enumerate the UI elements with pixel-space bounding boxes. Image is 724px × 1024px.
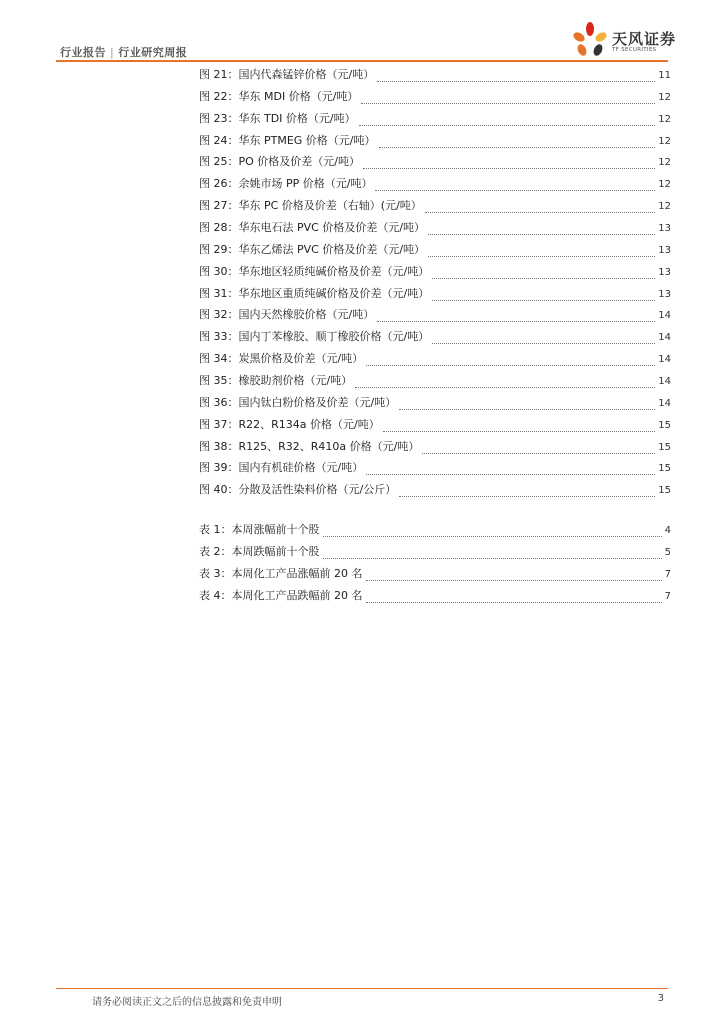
toc-figure-entry[interactable] [199,88,671,110]
toc-figure-entry[interactable] [199,241,671,263]
toc-entry-label: 图 27：华东 PC 价格及价差（右轴）(元/吨） [199,199,422,213]
dot-leader [399,408,655,410]
dot-leader [432,277,655,279]
toc-figure-entry[interactable] [199,263,671,285]
company-logo [570,20,680,60]
toc-entry-label: 图 35：橡胶助剂价格（元/吨） [199,374,353,388]
toc-entry-page: 13 [658,244,671,256]
dot-leader [361,102,655,104]
dot-leader [432,342,655,344]
toc-entry-page: 4 [664,525,671,536]
header-separator: | [110,46,115,59]
toc-entry-page: 12 [658,91,671,103]
toc-entry-label: 图 22：华东 MDI 价格（元/吨） [199,89,359,103]
report-header [60,44,187,60]
toc-entry-page: 12 [658,179,671,191]
dot-leader [379,146,656,148]
flower-logo-icon [570,20,610,60]
toc-entry-label: 图 26：余姚市场 PP 价格（元/吨） [199,177,373,191]
dot-leader [383,430,656,432]
toc-entry-label: 图 25：PO 价格及价差（元/吨） [199,155,360,169]
page-number: 3 [657,993,664,1004]
figure-index [199,66,671,503]
toc-figure-entry[interactable] [199,350,671,372]
toc-entry-page: 14 [658,310,671,322]
toc-entry-page: 12 [658,201,671,213]
toc-entry-label: 图 37：R22、R134a 价格（元/吨） [199,417,380,431]
toc-entry-label: 图 33：国内丁苯橡胶、顺丁橡胶价格（元/吨） [199,330,430,344]
toc-entry-label: 表 1：本周涨幅前十个股 [199,523,320,536]
logo-name: 天风证券 [612,30,677,48]
toc-entry-label: 表 2：本周跌幅前十个股 [199,545,320,558]
toc-entry-label: 图 31：华东地区重质纯碱价格及价差（元/吨） [199,286,430,300]
dot-leader [323,557,662,559]
toc-figure-entry[interactable] [199,394,671,416]
toc-entry-page: 13 [658,288,671,300]
toc-entry-page: 11 [658,70,671,81]
toc-entry-page: 15 [658,485,671,497]
toc-entry-page: 15 [658,419,671,431]
footer-divider [56,988,668,989]
toc-figure-entry[interactable] [199,153,671,175]
toc-figure-entry[interactable] [199,219,671,241]
dot-leader [359,124,656,126]
disclaimer-note: 请务必阅读正文之后的信息披露和免责申明 [92,997,282,1008]
dot-leader [399,495,655,497]
dot-leader [355,386,655,388]
toc-entry-page: 12 [658,113,671,125]
toc-table-entry[interactable] [199,543,671,565]
dot-leader [323,535,662,537]
toc-entry-label: 图 36：国内钛白粉价格及价差（元/吨） [199,395,397,409]
header-report-type: 行业报告 [60,46,106,59]
toc-figure-entry[interactable] [199,110,671,132]
toc-entry-label: 图 39：国内有机硅价格（元/吨） [199,461,364,475]
toc-figure-entry[interactable] [199,328,671,350]
dot-leader [363,167,655,169]
toc-entry-page: 12 [658,157,671,169]
dot-leader [432,299,655,301]
dot-leader [377,320,655,322]
toc-entry-page: 14 [658,354,671,366]
toc-figure-entry[interactable] [199,459,671,481]
toc-entry-label: 图 23：华东 TDI 价格（元/吨） [199,111,356,125]
toc-entry-page: 14 [658,376,671,388]
dot-leader [377,80,655,82]
toc-entry-label: 表 3：本周化工产品涨幅前 20 名 [199,567,363,580]
dot-leader [375,189,655,191]
toc-entry-label: 图 38：R125、R32、R410a 价格（元/吨） [199,439,420,453]
toc-entry-page: 7 [664,569,671,580]
toc-entry-page: 5 [664,547,671,558]
toc-table-entry[interactable] [199,587,671,609]
dot-leader [422,452,655,454]
toc-entry-label: 图 34：炭黑价格及价差（元/吨） [199,352,364,366]
toc-entry-page: 14 [658,397,671,409]
toc-entry-label: 表 4：本周化工产品跌幅前 20 名 [199,589,363,602]
dot-leader [428,255,655,257]
toc-figure-entry[interactable] [199,175,671,197]
toc-table-entry[interactable] [199,521,671,543]
dot-leader [425,211,655,213]
toc-entry-page: 13 [658,223,671,235]
toc-figure-entry[interactable] [199,481,671,503]
toc-entry-label: 图 28：华东电石法 PVC 价格及价差（元/吨） [199,221,426,235]
toc-figure-entry[interactable] [199,132,671,154]
toc-entry-label: 图 21：国内代森锰锌价格（元/吨） [199,68,375,81]
header-report-subtype: 行业研究周报 [118,46,188,59]
dot-leader [366,601,662,603]
toc-entry-page: 7 [664,591,671,602]
toc-entry-page: 15 [658,463,671,475]
header-divider [56,60,668,62]
toc-entry-page: 15 [658,441,671,453]
toc-figure-entry[interactable] [199,285,671,307]
logo-subtitle: TF SECURITIES [612,47,657,53]
table-index [199,521,671,609]
toc-entry-label: 图 30：华东地区轻质纯碱价格及价差（元/吨） [199,264,430,278]
dot-leader [366,579,662,581]
toc-entry-label: 图 24：华东 PTMEG 价格（元/吨） [199,133,376,147]
toc-figure-entry[interactable] [199,197,671,219]
toc-figure-entry[interactable] [199,306,671,328]
dot-leader [366,364,655,366]
toc-figure-entry[interactable] [199,438,671,460]
toc-entry-page: 14 [658,332,671,344]
toc-figure-entry[interactable] [199,66,671,88]
dot-leader [428,233,655,235]
toc-figure-entry[interactable] [199,372,671,394]
toc-entry-page: 12 [658,135,671,147]
dot-leader [366,473,655,475]
toc-entry-label: 图 32：国内天然橡胶价格（元/吨） [199,308,375,322]
toc-entry-label: 图 29：华东乙烯法 PVC 价格及价差（元/吨） [199,242,426,256]
toc-entry-label: 图 40：分散及活性染料价格（元/公斤） [199,483,397,497]
toc-table-entry[interactable] [199,565,671,587]
toc-figure-entry[interactable] [199,416,671,438]
toc-entry-page: 13 [658,266,671,278]
